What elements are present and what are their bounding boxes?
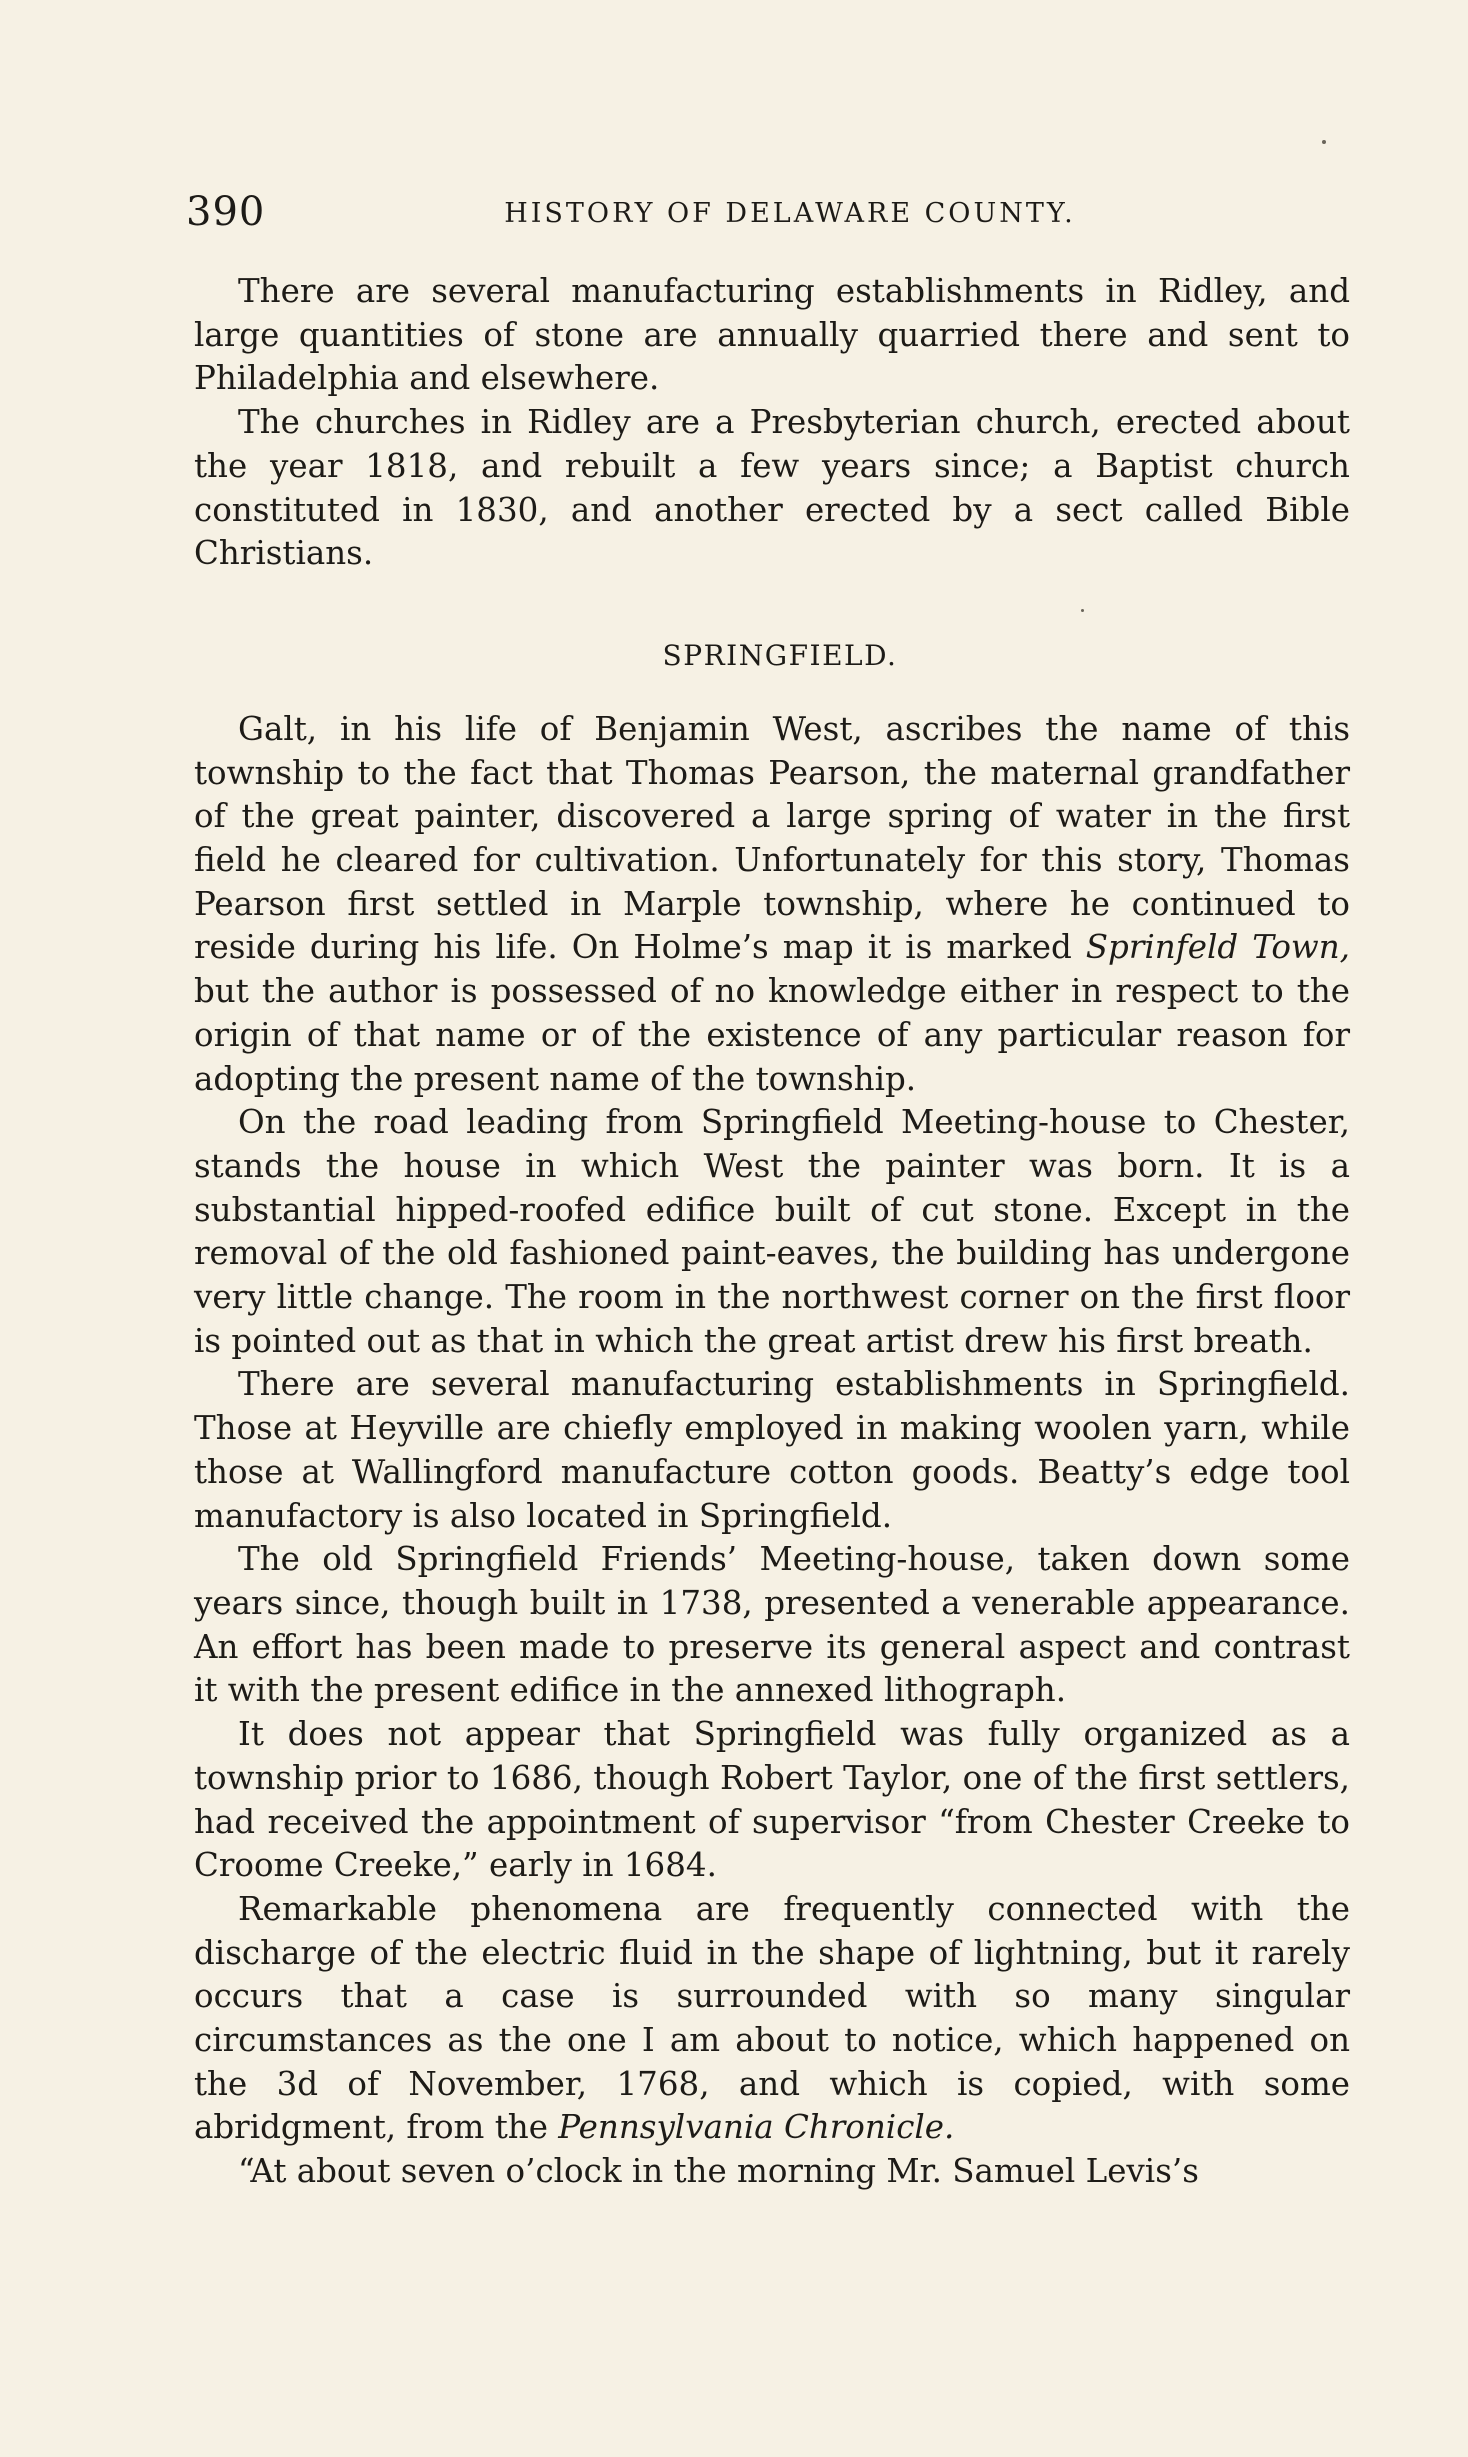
paragraph: The old Springfield Friends’ Meeting-house, taken down some years since, though built in 1738, presented a venerable appearance. An effort has been made to preserve its general aspect and contrast it with the present edifice in the annexed lithograph. bbox=[194, 1540, 1350, 1710]
italic-text: Pennsylvania Chronicle. bbox=[558, 2108, 955, 2147]
body-text bbox=[194, 270, 1350, 2194]
paragraph: “At about seven o’clock in the morning Mr. Samuel Levis’s bbox=[238, 2152, 1199, 2191]
paragraph: The churches in Ridley are a Presbyterian church, erected about the year 1818, and rebuilt a few years since; a Baptist church constituted in 1830, and another erected by a sect called Bible Christians. bbox=[194, 403, 1350, 573]
italic-text: Sprinfeld Town, bbox=[1085, 928, 1350, 967]
paragraph bbox=[194, 1888, 1350, 2150]
text-run: but the author is possessed of no knowledge either in respect to the origin of that name or of the existence of any particular reason for adopting the present name of the township. bbox=[194, 972, 1350, 1098]
section-title: SPRINGFIELD. bbox=[662, 638, 898, 672]
running-title: HISTORY OF DELAWARE COUNTY. bbox=[504, 198, 1076, 229]
ink-speck bbox=[1322, 140, 1326, 144]
page-header bbox=[186, 186, 1354, 238]
paragraph: On the road leading from Springfield Meeting-house to Chester, stands the house in which West the painter was born. It is a substantial hipped-roofed edifice built of cut stone. Except in the removal of the old fashioned paint-eaves, the building has undergone very little change. The room in the northwest corner on the first floor is pointed out as that in which the great artist drew his first breath. bbox=[194, 1103, 1350, 1360]
text-run: Remarkable phenomena are frequently connected with the discharge of the electric fluid in the shape of lightning, but it rarely occurs that a case is surrounded with so many singular circumstances as the one I am about to notice, which happened on the 3d of November, 1768, and which is copied, with some abridgment, from the bbox=[194, 1889, 1350, 2147]
paragraph: There are several manufacturing establishments in Springfield. Those at Heyville are chiefly employed in making woolen yarn, while those at Wallingford manufacture cotton goods. Beatty’s edge tool manufactory is also located in Springfield. bbox=[194, 1365, 1350, 1535]
text-run: Galt, in his life of Benjamin West, ascribes the name of this township to the fact that Thomas Pearson, the maternal grandfather of the great painter, discovered a large spring of water in the first field he cleared for cultivation. Unfortunately for this story, Thomas Pearson first settled in Marple township, where he continued to reside during his life. On Holme’s map it is marked bbox=[194, 709, 1350, 967]
paragraph: It does not appear that Springfield was fully organized as a township prior to 1686, though Robert Taylor, one of the first settlers, had received the appointment of supervisor “from Chester Creeke to Croome Creeke,” early in 1684. bbox=[194, 1715, 1350, 1885]
page-number: 390 bbox=[186, 189, 266, 235]
paragraph: There are several manufacturing establishments in Ridley, and large quantities of stone are annually quarried there and sent to Philadelphia and elsewhere. bbox=[194, 272, 1350, 398]
paragraph bbox=[194, 708, 1350, 1101]
